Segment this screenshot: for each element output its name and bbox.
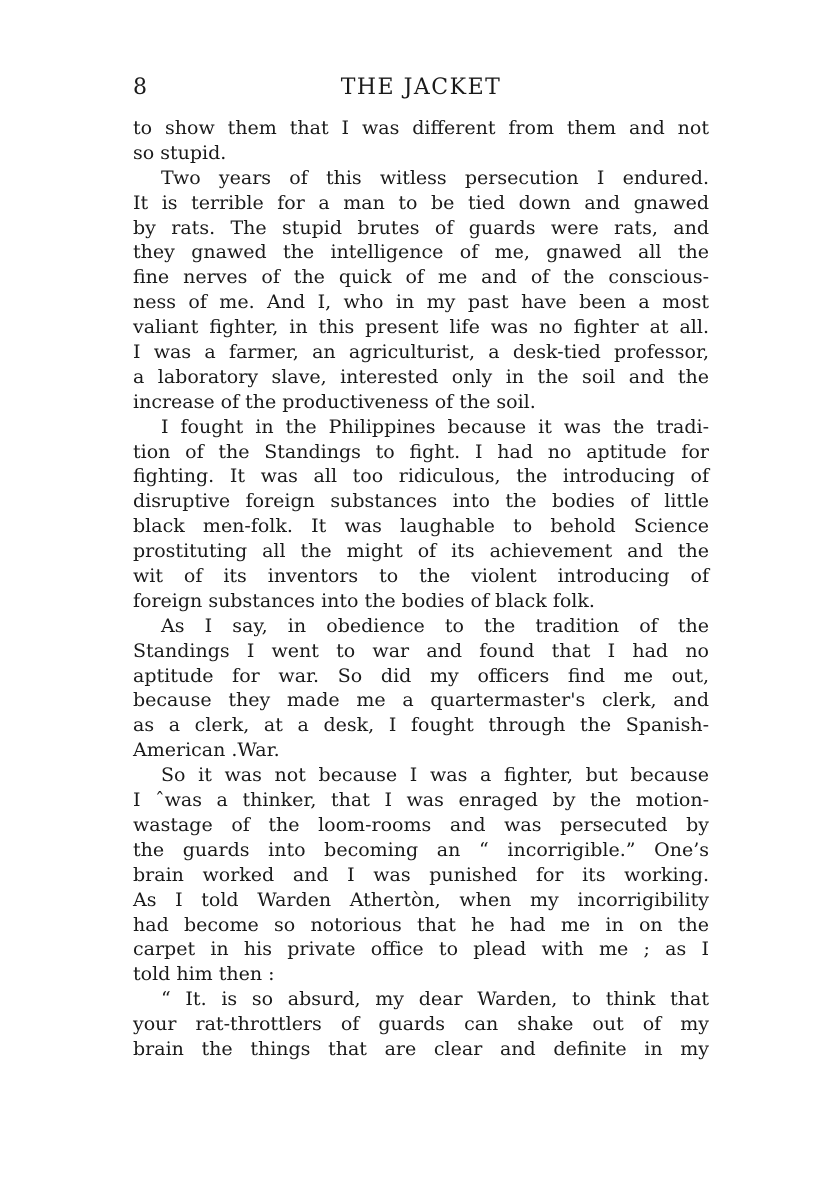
text-line: ness of me. And I, who in my past have been a most bbox=[133, 291, 709, 314]
text-line: the guards into becoming an “ incorrigible.” One’s bbox=[133, 838, 709, 861]
text-line: tion of the Standings to fight. I had no aptitude for bbox=[133, 440, 709, 463]
text-line: black men-folk. It was laughable to behold Science bbox=[133, 515, 709, 538]
text-line: told him then : bbox=[133, 963, 275, 986]
text-line: by rats. The stupid brutes of guards were rats, and bbox=[133, 216, 709, 239]
text-line: they gnawed the intelligence of me, gnawed all the bbox=[133, 241, 709, 264]
page-number: 8 bbox=[133, 75, 148, 100]
page-header bbox=[133, 73, 709, 103]
text-line: increase of the productiveness of the soil. bbox=[133, 390, 536, 413]
text-line: disruptive foreign substances into the bodies of little bbox=[133, 490, 709, 513]
body-text bbox=[133, 116, 709, 1062]
text-line: fine nerves of the quick of me and of the conscious- bbox=[133, 266, 709, 289]
text-line: foreign substances into the bodies of black folk. bbox=[133, 589, 595, 612]
text-line: As I told Warden Athertòn, when my incorrigibility bbox=[133, 888, 709, 911]
running-title: THE JACKET bbox=[340, 75, 502, 100]
text-line: Standings I went to war and found that I had no bbox=[133, 639, 709, 662]
text-line: so stupid. bbox=[133, 141, 227, 164]
text-line: wit of its inventors to the violent introducing of bbox=[133, 565, 709, 588]
text-line: your rat-throttlers of guards can shake out of my bbox=[133, 1013, 709, 1036]
text-line: wastage of the loom-rooms and was persecuted by bbox=[133, 813, 709, 836]
text-line: brain worked and I was punished for its working. bbox=[133, 863, 709, 886]
text-line: fighting. It was all too ridiculous, the introducing of bbox=[133, 465, 709, 488]
text-line: brain the things that are clear and definite in my bbox=[133, 1037, 709, 1060]
text-line: It is terrible for a man to be tied down and gnawed bbox=[133, 191, 709, 214]
text-line: as a clerk, at a desk, I fought through the Spanish- bbox=[133, 714, 709, 737]
text-line: a laboratory slave, interested only in the soil and the bbox=[133, 365, 709, 388]
text-line: because they made me a quartermaster's clerk, and bbox=[133, 689, 709, 712]
text-line: prostituting all the might of its achievement and the bbox=[133, 540, 709, 563]
text-line: “ It. is so absurd, my dear Warden, to think that bbox=[161, 988, 709, 1011]
text-line: aptitude for war. So did my officers find me out, bbox=[133, 664, 709, 687]
text-line: had become so notorious that he had me in on the bbox=[133, 913, 709, 936]
text-line: Two years of this witless persecution I endured. bbox=[161, 166, 709, 189]
text-line: As I say, in obedience to the tradition of the bbox=[161, 614, 709, 637]
text-line: So it was not because I was a fighter, but because bbox=[161, 764, 709, 787]
text-line: to show them that I was different from them and not bbox=[133, 117, 709, 139]
text-line: I was a farmer, an agriculturist, a desk-tied professor, bbox=[133, 341, 709, 364]
text-line: I fought in the Philippines because it was the tradi- bbox=[161, 415, 709, 438]
text-line: I ˆwas a thinker, that I was enraged by the motion- bbox=[133, 789, 709, 812]
text-line: American .War. bbox=[133, 739, 280, 762]
text-line: valiant fighter, in this present life was no fighter at all. bbox=[133, 316, 709, 339]
text-line: carpet in his private office to plead with me ; as I bbox=[133, 938, 709, 961]
